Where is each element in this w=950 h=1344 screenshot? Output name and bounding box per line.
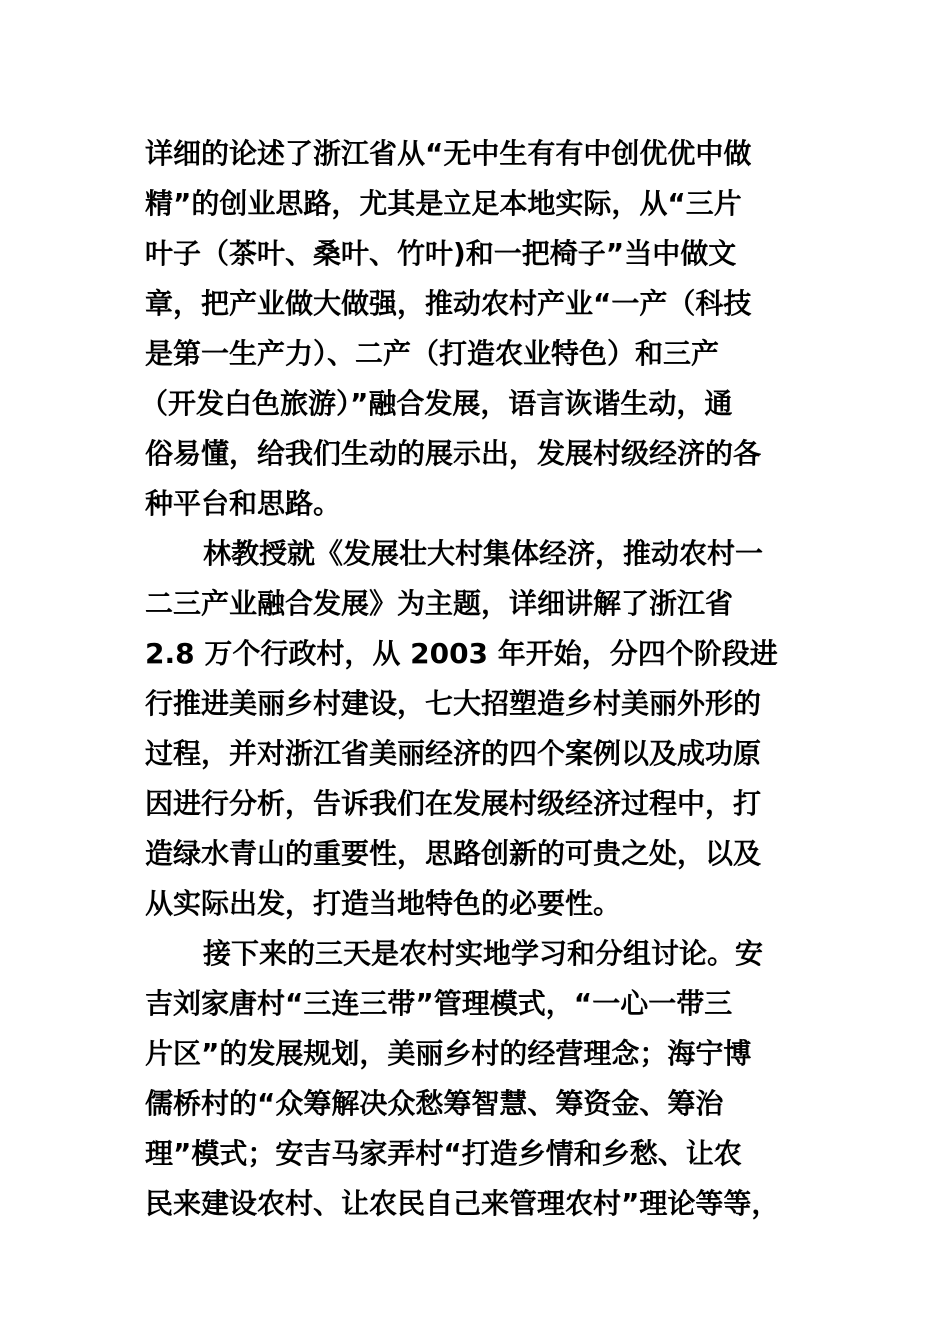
text-line: 接下来的三天是农村实地学习和分组讨论。安 <box>203 937 764 970</box>
text-line: 儒桥村的“众筹解决众愁筹智慧、筹资金、筹治 <box>145 1087 724 1120</box>
text-line: 章，把产业做大做强，推动农村产业“一产（科技 <box>145 287 752 320</box>
text-line: 林教授就《发展壮大村集体经济，推动农村一 <box>203 537 764 570</box>
text-line: 从实际出发，打造当地特色的必要性。 <box>145 887 622 920</box>
text-line: （开发白色旅游）”融合发展，语言诙谐生动，通 <box>140 387 733 420</box>
text-line: 种平台和思路。 <box>145 487 342 520</box>
text-line: 是第一生产力）、二产（打造农业特色）和三产 <box>145 337 720 370</box>
text-line: 民来建设农村、让农民自己来管理农村”理论等等， <box>145 1187 780 1220</box>
text-line: 造绿水青山的重要性，思路创新的可贵之处，以及 <box>145 837 762 870</box>
text-line: 精”的创业思路，尤其是立足本地实际，从“三片 <box>145 187 742 220</box>
text-line: 理”模式；安吉马家弄村“打造乡情和乡愁、让农 <box>145 1137 742 1170</box>
text-line: 2.8 万个行政村，从 2003 年开始，分四个阶段进 <box>145 637 778 670</box>
text-line: 因进行分析，告诉我们在发展村级经济过程中，打 <box>145 787 762 820</box>
text-line: 片区”的发展规划，美丽乡村的经营理念；海宁博 <box>145 1037 752 1070</box>
text-line: 俗易懂，给我们生动的展示出，发展村级经济的各 <box>145 437 762 470</box>
text-line: 过程，并对浙江省美丽经济的四个案例以及成功原 <box>145 737 762 770</box>
text-line: 叶子（茶叶、桑叶、竹叶)和一把椅子”当中做文 <box>145 237 737 270</box>
text-line: 详细的论述了浙江省从“无中生有有中创优优中做 <box>145 137 752 170</box>
text-line: 吉刘家唐村“三连三带”管理模式，“一心一带三 <box>145 987 733 1020</box>
text-line: 行推进美丽乡村建设，七大招塑造乡村美丽外形的 <box>145 687 762 720</box>
text-line: 二三产业融合发展》为主题，详细讲解了浙江省 <box>145 587 734 620</box>
